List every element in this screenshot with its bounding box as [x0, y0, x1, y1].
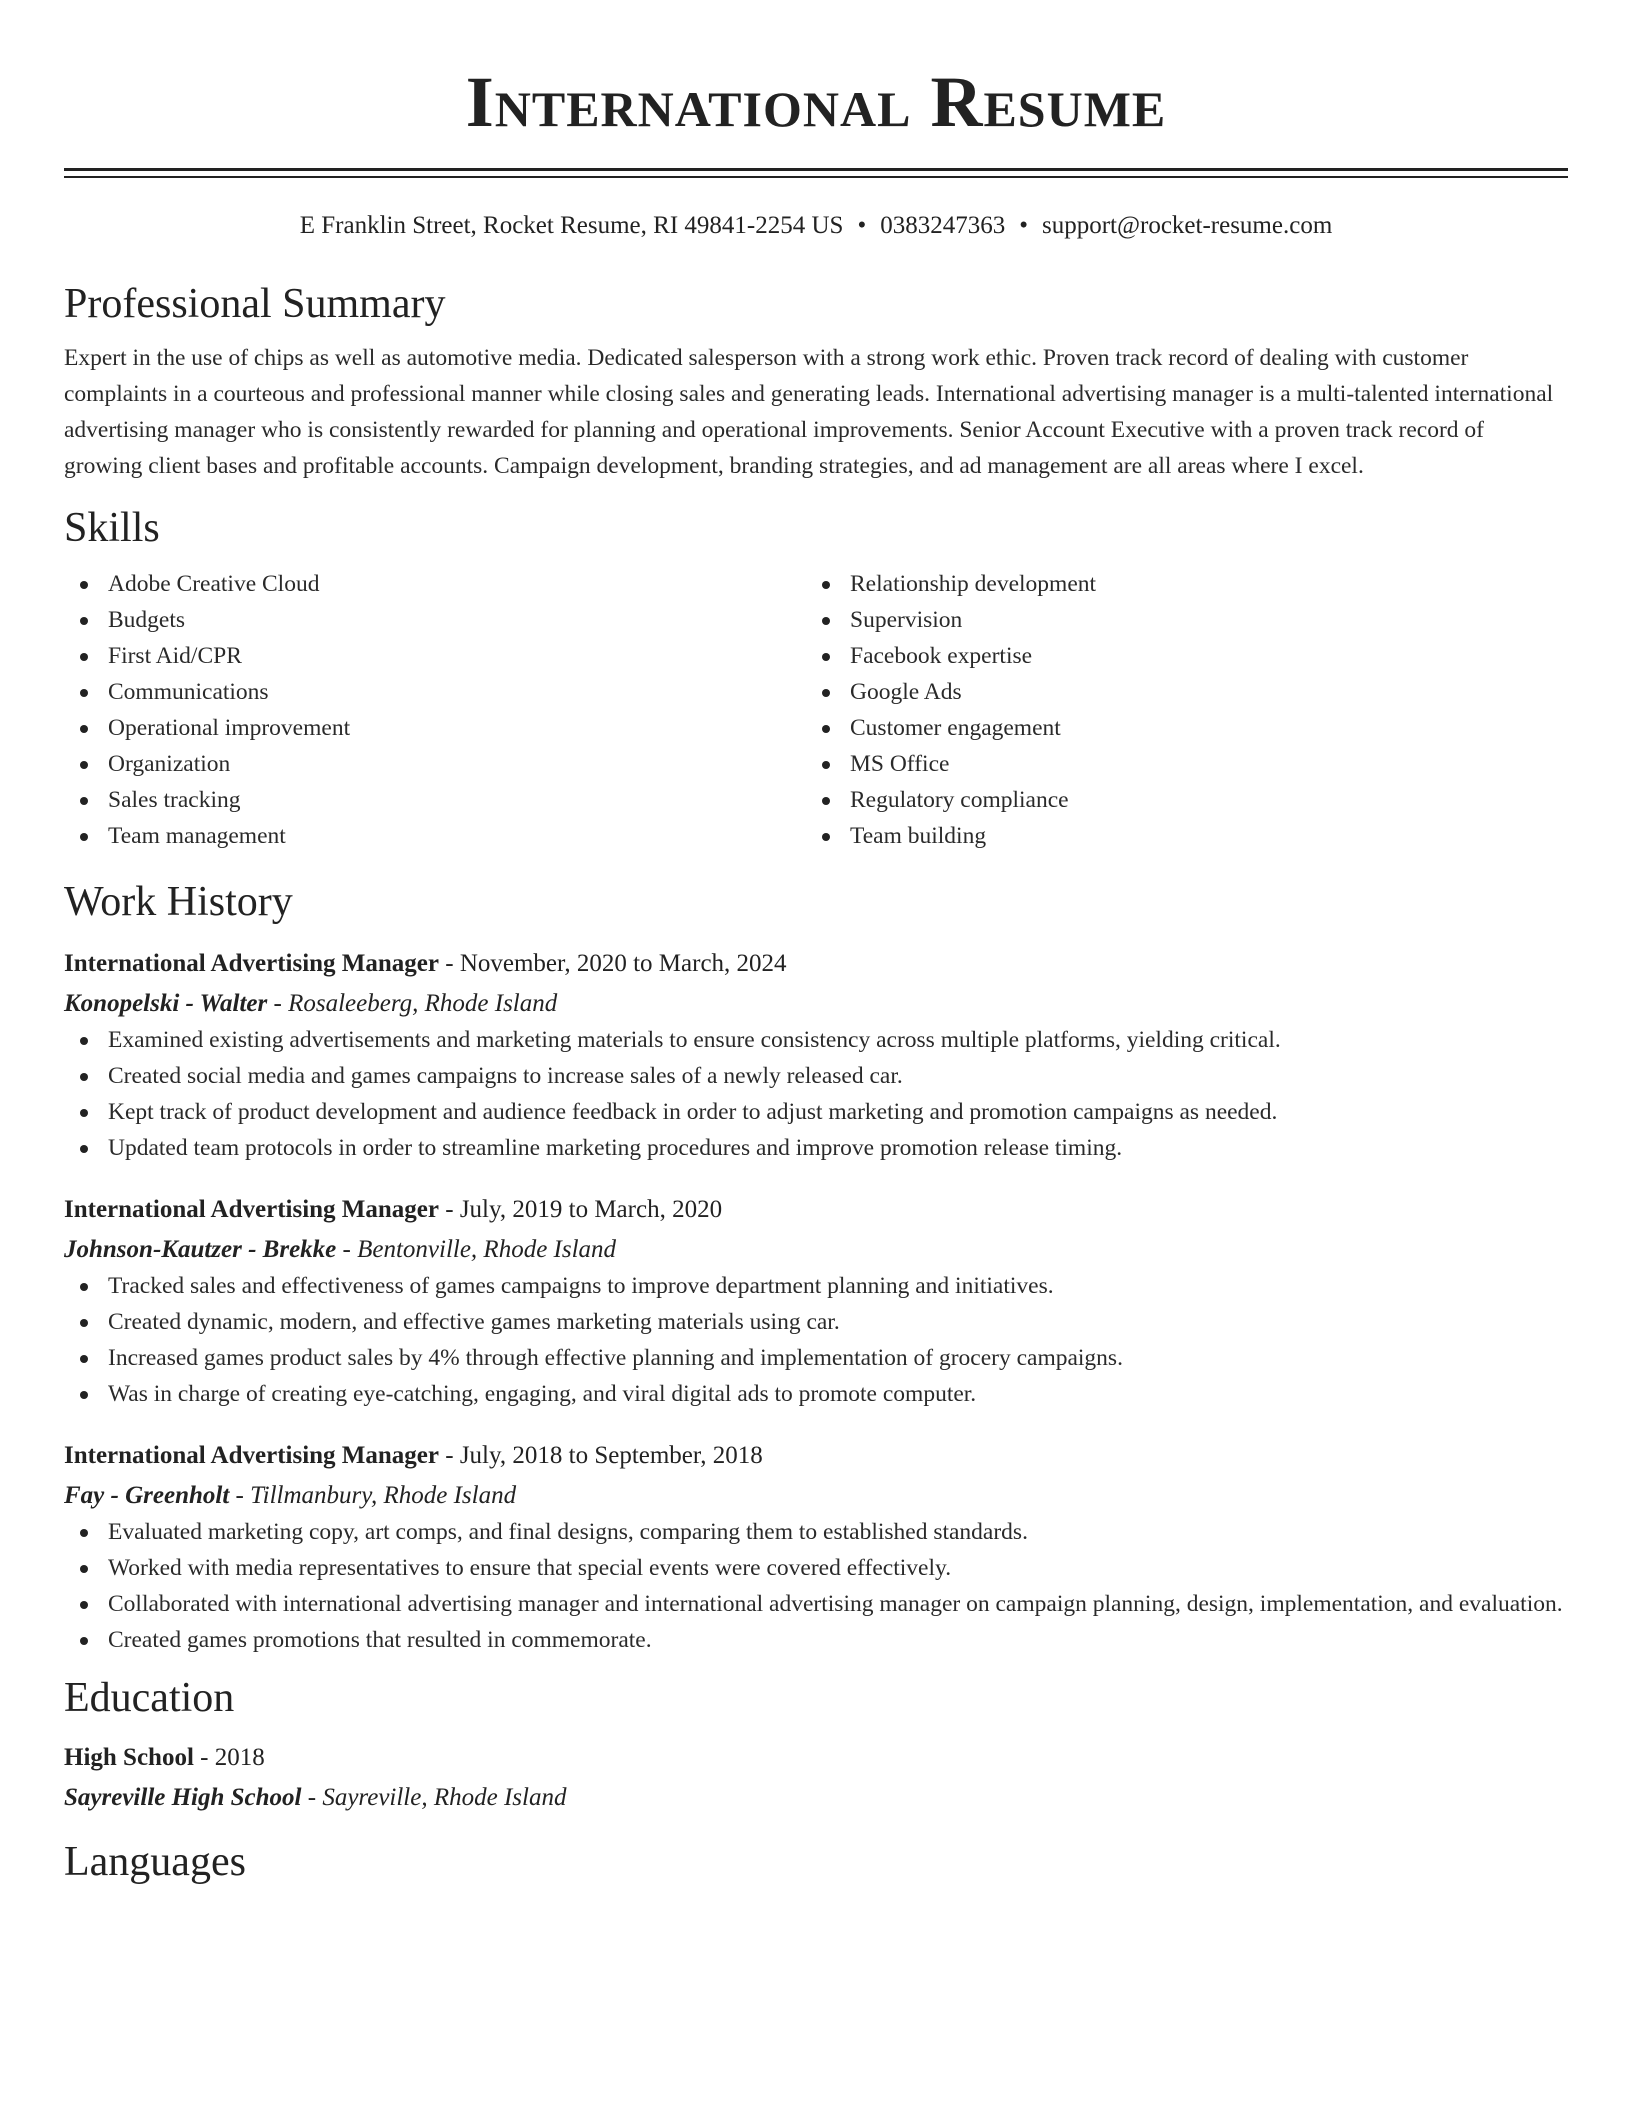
job-entry [64, 1192, 1568, 1412]
title-divider-thin [64, 176, 1568, 178]
degree-name: High School [64, 1744, 194, 1771]
contact-email: support@rocket-resume.com [1041, 212, 1333, 239]
skill-item: MS Office [806, 746, 1548, 782]
contact-separator: • [1019, 212, 1028, 239]
skill-item: Organization [64, 746, 806, 782]
job-title-line [64, 1438, 1568, 1474]
job-bullet: Was in charge of creating eye-catching, engaging, and viral digital ads to promote computer. [64, 1376, 1568, 1412]
skills-column-left [64, 566, 806, 854]
resume-page [64, 0, 1568, 1888]
employer-line [64, 1478, 1568, 1514]
resume-title: International Resume [465, 62, 1167, 142]
section-heading-work-history: Work History [64, 879, 293, 925]
summary-text: Expert in the use of chips as well as automotive media. Dedicated salesperson with a strong work ethic. Proven track record of dealing with customer complaints in a courteous and professional manner while closing sales and generating leads. International advertising manager is a multi-talented international advertising manager who is consistently rewarded for planning and operational improvements. Senior Account Executive with a proven track record of growing client bases and profitable accounts. Campaign development, branding strategies, and ad management are all areas where I excel. [64, 345, 1554, 479]
job-bullet: Created games promotions that resulted in commemorate. [64, 1622, 1568, 1658]
skill-item: Team building [806, 818, 1548, 854]
job-bullets [64, 1268, 1568, 1412]
job-title: International Advertising Manager [64, 1196, 439, 1223]
job-title-line [64, 1192, 1568, 1228]
skill-item: Regulatory compliance [806, 782, 1548, 818]
skill-item: Sales tracking [64, 782, 806, 818]
employer-line [64, 986, 1568, 1022]
job-bullets [64, 1022, 1568, 1166]
job-title: International Advertising Manager [64, 1442, 439, 1469]
employer-name: Fay - Greenholt [64, 1482, 230, 1509]
skill-item: Facebook expertise [806, 638, 1548, 674]
skill-item: Team management [64, 818, 806, 854]
section-heading-summary: Professional Summary [64, 281, 446, 327]
skill-item: Google Ads [806, 674, 1548, 710]
skill-item: Supervision [806, 602, 1548, 638]
job-entry [64, 1438, 1568, 1658]
job-bullet: Created social media and games campaigns to increase sales of a newly released car. [64, 1058, 1568, 1094]
contact-line [64, 210, 1568, 242]
degree-year: - 2018 [193, 1744, 265, 1771]
job-bullets [64, 1514, 1568, 1658]
school-line [64, 1780, 1568, 1816]
job-dates: - November, 2020 to March, 2024 [439, 950, 787, 977]
job-bullet: Kept track of product development and audience feedback in order to adjust marketing and promotion campaigns as needed. [64, 1094, 1568, 1130]
job-bullet: Updated team protocols in order to streamline marketing procedures and improve promotion release timing. [64, 1130, 1568, 1166]
section-heading-skills: Skills [64, 505, 160, 551]
section-heading-education: Education [64, 1675, 235, 1721]
job-title: International Advertising Manager [64, 950, 439, 977]
employer-line [64, 1232, 1568, 1268]
job-title-line [64, 946, 1568, 982]
job-dates: - July, 2019 to March, 2020 [439, 1196, 723, 1223]
job-bullet: Evaluated marketing copy, art comps, and final designs, comparing them to established standards. [64, 1514, 1568, 1550]
education-entry [64, 1740, 1568, 1816]
job-bullet: Worked with media representatives to ensure that special events were covered effectively. [64, 1550, 1568, 1586]
job-dates: - July, 2018 to September, 2018 [439, 1442, 763, 1469]
skill-item: Operational improvement [64, 710, 806, 746]
job-bullet: Tracked sales and effectiveness of games campaigns to improve department planning and initiatives. [64, 1268, 1568, 1304]
school-name: Sayreville High School [64, 1784, 302, 1811]
job-entry [64, 946, 1568, 1166]
employer-name: Konopelski - Walter [64, 990, 268, 1017]
employer-name: Johnson-Kautzer - Brekke [64, 1236, 337, 1263]
section-heading-languages: Languages [64, 1839, 246, 1885]
employer-location: - Bentonville, Rhode Island [336, 1236, 617, 1263]
job-bullet: Increased games product sales by 4% through effective planning and implementation of grocery campaigns. [64, 1340, 1568, 1376]
school-location: - Sayreville, Rhode Island [301, 1784, 567, 1811]
skill-item: First Aid/CPR [64, 638, 806, 674]
skill-item: Budgets [64, 602, 806, 638]
skill-item: Communications [64, 674, 806, 710]
employer-location: - Tillmanbury, Rhode Island [229, 1482, 517, 1509]
job-bullet: Examined existing advertisements and marketing materials to ensure consistency across multiple platforms, yielding critical. [64, 1022, 1568, 1058]
employer-location: - Rosaleeberg, Rhode Island [267, 990, 558, 1017]
job-bullet: Created dynamic, modern, and effective games marketing materials using car. [64, 1304, 1568, 1340]
skill-item: Adobe Creative Cloud [64, 566, 806, 602]
skills-list [64, 566, 1568, 854]
title-divider-thick [64, 168, 1568, 171]
job-bullet: Collaborated with international advertising manager and international advertising manager on campaign planning, design, implementation, and evaluation. [64, 1586, 1568, 1622]
skill-item: Customer engagement [806, 710, 1548, 746]
skills-column-right [806, 566, 1548, 854]
contact-separator: • [857, 212, 867, 239]
contact-phone: 0383247363 [880, 212, 1006, 239]
skill-item: Relationship development [806, 566, 1548, 602]
degree-line [64, 1740, 1568, 1776]
contact-address: E Franklin Street, Rocket Resume, RI 49841-2254 US [299, 212, 844, 239]
